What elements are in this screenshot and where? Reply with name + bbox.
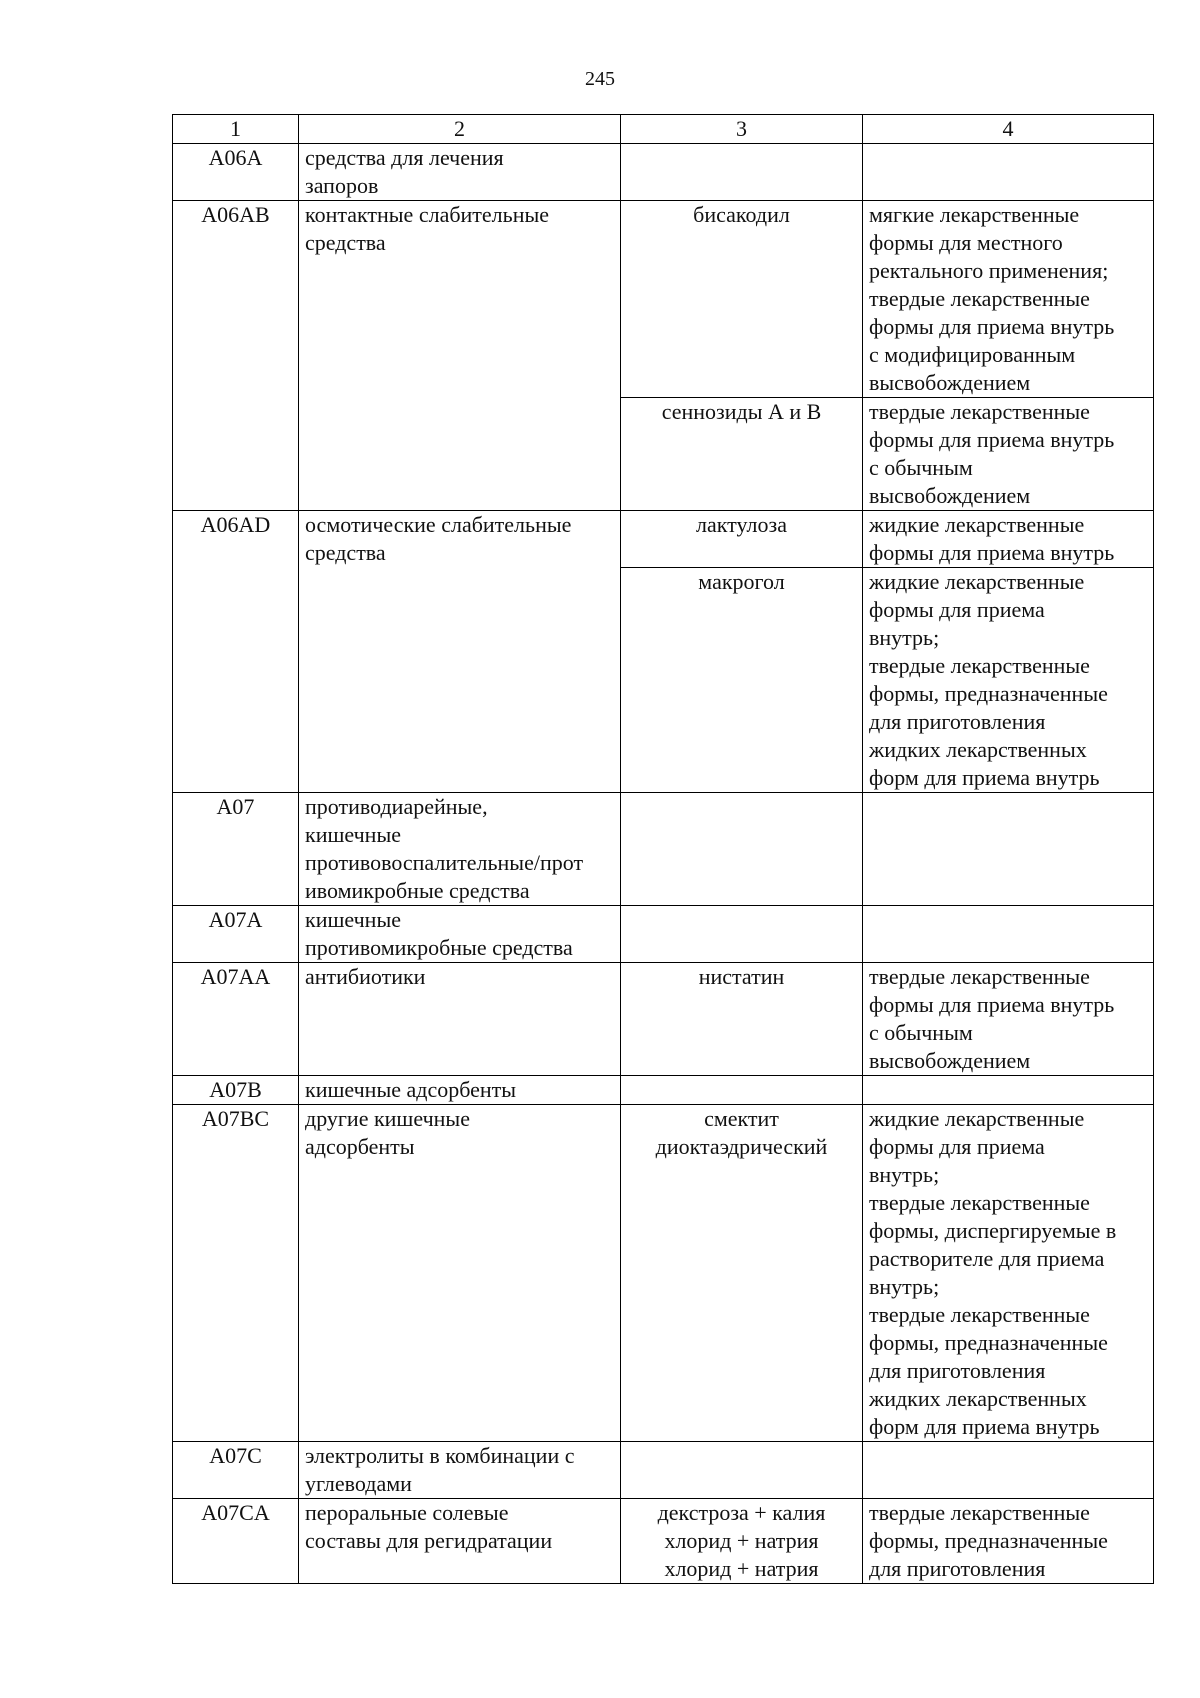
table-row — [173, 144, 1154, 201]
table-row — [173, 906, 1154, 963]
drug-name — [621, 906, 863, 963]
drug-name — [621, 1076, 863, 1105]
drug-name: бисакодил — [621, 201, 863, 398]
group-name: кишечные противомикробные средства — [299, 906, 621, 963]
dosage-form: жидкие лекарственные формы для приема внутрь; твердые лекарственные формы, диспергируемые в растворителе для приема внутрь; твердые лекарственные формы, предназначенные для приготовления жидких лекарственных форм для приема внутрь — [863, 1105, 1154, 1442]
drug-table — [172, 114, 1154, 1584]
dosage-form — [863, 1442, 1154, 1499]
table-row — [173, 1076, 1154, 1105]
atc-code: A07AA — [173, 963, 299, 1076]
page-number: 245 — [585, 68, 615, 90]
atc-code: A07BC — [173, 1105, 299, 1442]
atc-code: A06A — [173, 144, 299, 201]
group-name: пероральные солевые составы для регидратации — [299, 1499, 621, 1584]
group-name: осмотические слабительные средства — [299, 511, 621, 793]
group-name: другие кишечные адсорбенты — [299, 1105, 621, 1442]
drug-name: смектит диоктаэдрический — [621, 1105, 863, 1442]
drug-name — [621, 1442, 863, 1499]
table-row — [173, 963, 1154, 1076]
group-name: кишечные адсорбенты — [299, 1076, 621, 1105]
drug-name: декстроза + калия хлорид + натрия хлорид + натрия — [621, 1499, 863, 1584]
table-row — [173, 201, 1154, 398]
dosage-form — [863, 906, 1154, 963]
table-header-row — [173, 115, 1154, 144]
table-row — [173, 1442, 1154, 1499]
atc-code: A07 — [173, 793, 299, 906]
atc-code: A06AD — [173, 511, 299, 793]
drug-name: лактулоза — [621, 511, 863, 568]
table-row — [173, 793, 1154, 906]
group-name: антибиотики — [299, 963, 621, 1076]
atc-code: A07A — [173, 906, 299, 963]
dosage-form: твердые лекарственные формы для приема внутрь с обычным высвобождением — [863, 398, 1154, 511]
dosage-form: мягкие лекарственные формы для местного ректального применения; твердые лекарственные формы для приема внутрь с модифицированным высвобождением — [863, 201, 1154, 398]
drug-name: нистатин — [621, 963, 863, 1076]
drug-name: макрогол — [621, 568, 863, 793]
atc-code: A06AB — [173, 201, 299, 511]
drug-name — [621, 793, 863, 906]
dosage-form: твердые лекарственные формы, предназначенные для приготовления — [863, 1499, 1154, 1584]
group-name: противодиарейные, кишечные противовоспалительные/прот ивомикробные средства — [299, 793, 621, 906]
dosage-form: жидкие лекарственные формы для приема внутрь; твердые лекарственные формы, предназначенные для приготовления жидких лекарственных форм для приема внутрь — [863, 568, 1154, 793]
group-name: средства для лечения запоров — [299, 144, 621, 201]
header-col-4: 4 — [863, 115, 1154, 144]
group-name: электролиты в комбинации с углеводами — [299, 1442, 621, 1499]
atc-code: A07C — [173, 1442, 299, 1499]
drug-name — [621, 144, 863, 201]
dosage-form — [863, 1076, 1154, 1105]
atc-code: A07CA — [173, 1499, 299, 1584]
dosage-form: жидкие лекарственные формы для приема внутрь — [863, 511, 1154, 568]
header-col-3: 3 — [621, 115, 863, 144]
dosage-form — [863, 793, 1154, 906]
drug-name: сеннозиды А и В — [621, 398, 863, 511]
group-name: контактные слабительные средства — [299, 201, 621, 511]
atc-code: A07B — [173, 1076, 299, 1105]
table-row — [173, 1105, 1154, 1442]
dosage-form: твердые лекарственные формы для приема внутрь с обычным высвобождением — [863, 963, 1154, 1076]
header-col-2: 2 — [299, 115, 621, 144]
table-row — [173, 511, 1154, 568]
table-row — [173, 1499, 1154, 1584]
header-col-1: 1 — [173, 115, 299, 144]
dosage-form — [863, 144, 1154, 201]
